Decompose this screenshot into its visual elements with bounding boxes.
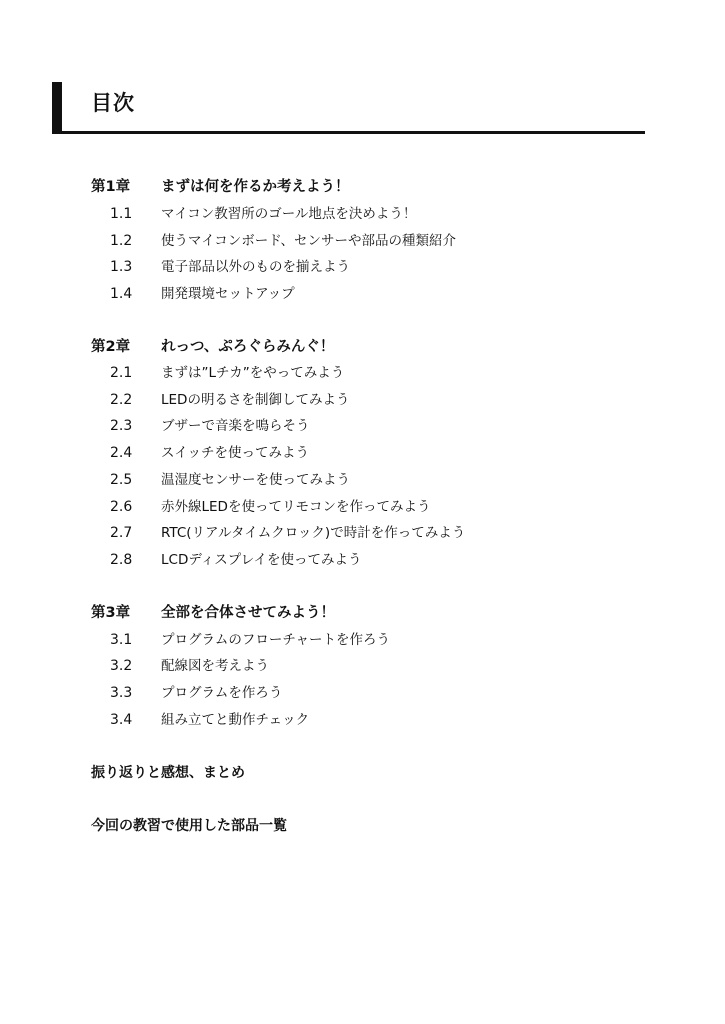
section-number: 3.3 xyxy=(110,685,133,701)
toc-item-2-1[interactable] xyxy=(110,362,344,384)
section-title: 赤外線LEDを使ってリモコンを作ってみよう xyxy=(161,499,431,515)
section-title: LCDディスプレイを使ってみよう xyxy=(161,552,362,568)
chapter-title: 全部を合体させてみよう！ xyxy=(161,605,335,621)
toc-item-2-8[interactable] xyxy=(110,549,362,571)
toc-afterword[interactable]: 振り返りと感想、まとめ xyxy=(91,765,245,781)
toc-item-2-2[interactable] xyxy=(110,389,349,411)
section-number: 1.4 xyxy=(110,286,133,302)
section-title: プログラムを作ろう xyxy=(161,685,283,701)
chapter-number: 第2章 xyxy=(91,339,131,355)
toc-item-1-3[interactable] xyxy=(110,256,350,278)
toc-item-1-2[interactable] xyxy=(110,230,456,252)
chapter-title: まずは何を作るか考えよう！ xyxy=(161,179,350,195)
toc-item-2-3[interactable] xyxy=(110,415,310,437)
section-title: 使うマイコンボード、センサーや部品の種類紹介 xyxy=(161,233,456,249)
section-number: 2.8 xyxy=(110,552,133,568)
toc-item-3-1[interactable] xyxy=(110,629,390,651)
section-number: 2.6 xyxy=(110,499,133,515)
toc-item-1-1[interactable] xyxy=(110,203,416,225)
section-title: 組み立てと動作チェック xyxy=(161,712,310,728)
section-number: 3.4 xyxy=(110,712,133,728)
chapter-3-heading[interactable] xyxy=(91,602,335,624)
section-number: 1.2 xyxy=(110,233,133,249)
chapter-title: れっつ、ぷろぐらみんぐ！ xyxy=(161,339,335,355)
section-title: RTC(リアルタイムクロック)で時計を作ってみよう xyxy=(161,525,466,541)
section-title: プログラムのフローチャートを作ろう xyxy=(161,632,390,648)
section-title: 配線図を考えよう xyxy=(161,658,269,674)
section-number: 2.2 xyxy=(110,392,133,408)
section-title: 電子部品以外のものを揃えよう xyxy=(161,259,350,275)
toc-item-2-6[interactable] xyxy=(110,496,430,518)
toc-item-2-7[interactable] xyxy=(110,522,465,544)
section-number: 2.7 xyxy=(110,525,133,541)
chapter-1-heading[interactable] xyxy=(91,176,350,198)
toc-parts-list[interactable]: 今回の教習で使用した部品一覧 xyxy=(91,818,287,834)
section-number: 1.3 xyxy=(110,259,133,275)
section-title: 開発環境セットアップ xyxy=(161,286,295,302)
section-number: 2.1 xyxy=(110,365,133,381)
section-number: 3.2 xyxy=(110,658,133,674)
toc-item-3-3[interactable] xyxy=(110,682,282,704)
toc-item-2-5[interactable] xyxy=(110,469,350,491)
section-number: 2.3 xyxy=(110,418,133,434)
chapter-2-heading[interactable] xyxy=(91,336,334,358)
section-title: マイコン教習所のゴール地点を決めよう！ xyxy=(161,206,417,222)
chapter-number: 第3章 xyxy=(91,605,131,621)
section-number: 1.1 xyxy=(110,206,133,222)
chapter-number: 第1章 xyxy=(91,179,131,195)
section-number: 3.1 xyxy=(110,632,133,648)
toc-item-3-4[interactable] xyxy=(110,709,309,731)
section-number: 2.4 xyxy=(110,445,133,461)
toc-item-3-2[interactable] xyxy=(110,655,269,677)
toc-item-2-4[interactable] xyxy=(110,442,309,464)
section-number: 2.5 xyxy=(110,472,133,488)
page-title: 目次 xyxy=(91,91,135,115)
title-accent-bar xyxy=(52,82,62,134)
title-underline xyxy=(52,131,645,134)
section-title: LEDの明るさを制御してみよう xyxy=(161,392,350,408)
section-title: まずは”Lチカ”をやってみよう xyxy=(161,365,345,381)
section-title: 温湿度センサーを使ってみよう xyxy=(161,472,350,488)
toc-item-1-4[interactable] xyxy=(110,283,295,305)
section-title: ブザーで音楽を鳴らそう xyxy=(161,418,310,434)
section-title: スイッチを使ってみよう xyxy=(161,445,309,461)
